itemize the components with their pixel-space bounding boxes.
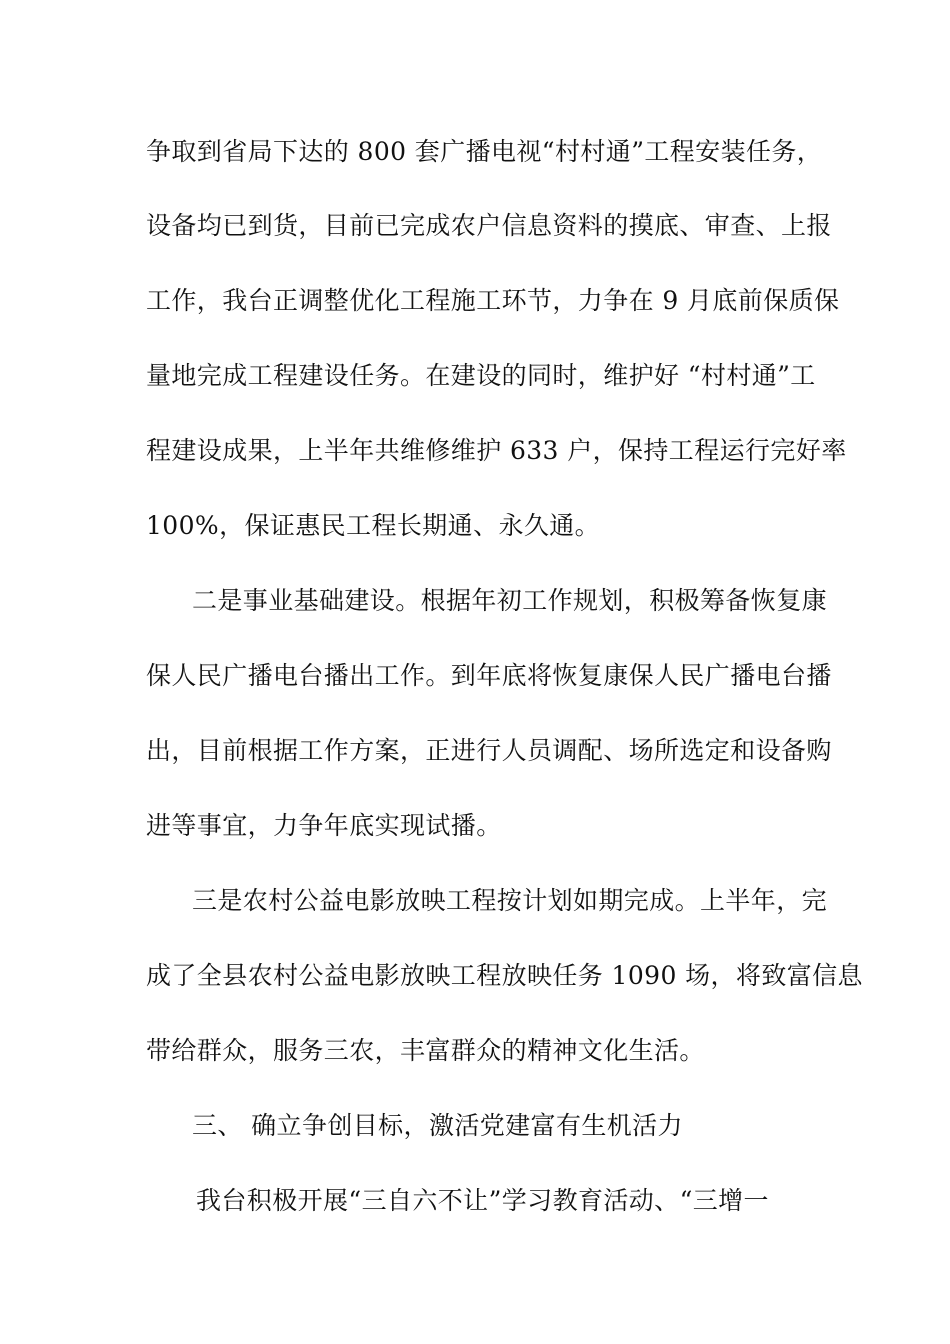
paragraph-line: 进等事宜，力争年底实现试播。 xyxy=(146,811,502,840)
paragraph-line: 争取到省局下达的 800 套广播电视“村村通”工程安装任务， xyxy=(146,137,823,166)
paragraph-line: 设备均已到货，目前已完成农户信息资料的摸底、审查、上报 xyxy=(146,211,832,240)
paragraph-line: 100%，保证惠民工程长期通、永久通。 xyxy=(146,511,601,540)
paragraph-line: 我台积极开展“三自六不让”学习教育活动、“三增一 xyxy=(196,1186,769,1215)
paragraph-line: 程建设成果，上半年共维修维护 633 户，保持工程运行完好率 xyxy=(146,436,847,465)
paragraph-line: 成了全县农村公益电影放映工程放映任务 1090 场，将致富信息 xyxy=(146,961,863,990)
paragraph-line: 出，目前根据工作方案，正进行人员调配、场所选定和设备购 xyxy=(146,736,832,765)
section-heading: 三、 确立争创目标，激活党建富有生机活力 xyxy=(192,1111,683,1140)
paragraph-line: 保人民广播电台播出工作。到年底将恢复康保人民广播电台播 xyxy=(146,661,832,690)
paragraph-line: 二是事业基础建设。根据年初工作规划，积极筹备恢复康 xyxy=(192,586,828,615)
paragraph-line: 量地完成工程建设任务。在建设的同时，维护好 “村村通”工 xyxy=(146,361,816,390)
paragraph-line: 工作，我台正调整优化工程施工环节，力争在 9 月底前保质保 xyxy=(146,286,840,315)
paragraph-line: 三是农村公益电影放映工程按计划如期完成。上半年，完 xyxy=(192,886,828,915)
paragraph-line: 带给群众，服务三农，丰富群众的精神文化生活。 xyxy=(146,1036,705,1065)
